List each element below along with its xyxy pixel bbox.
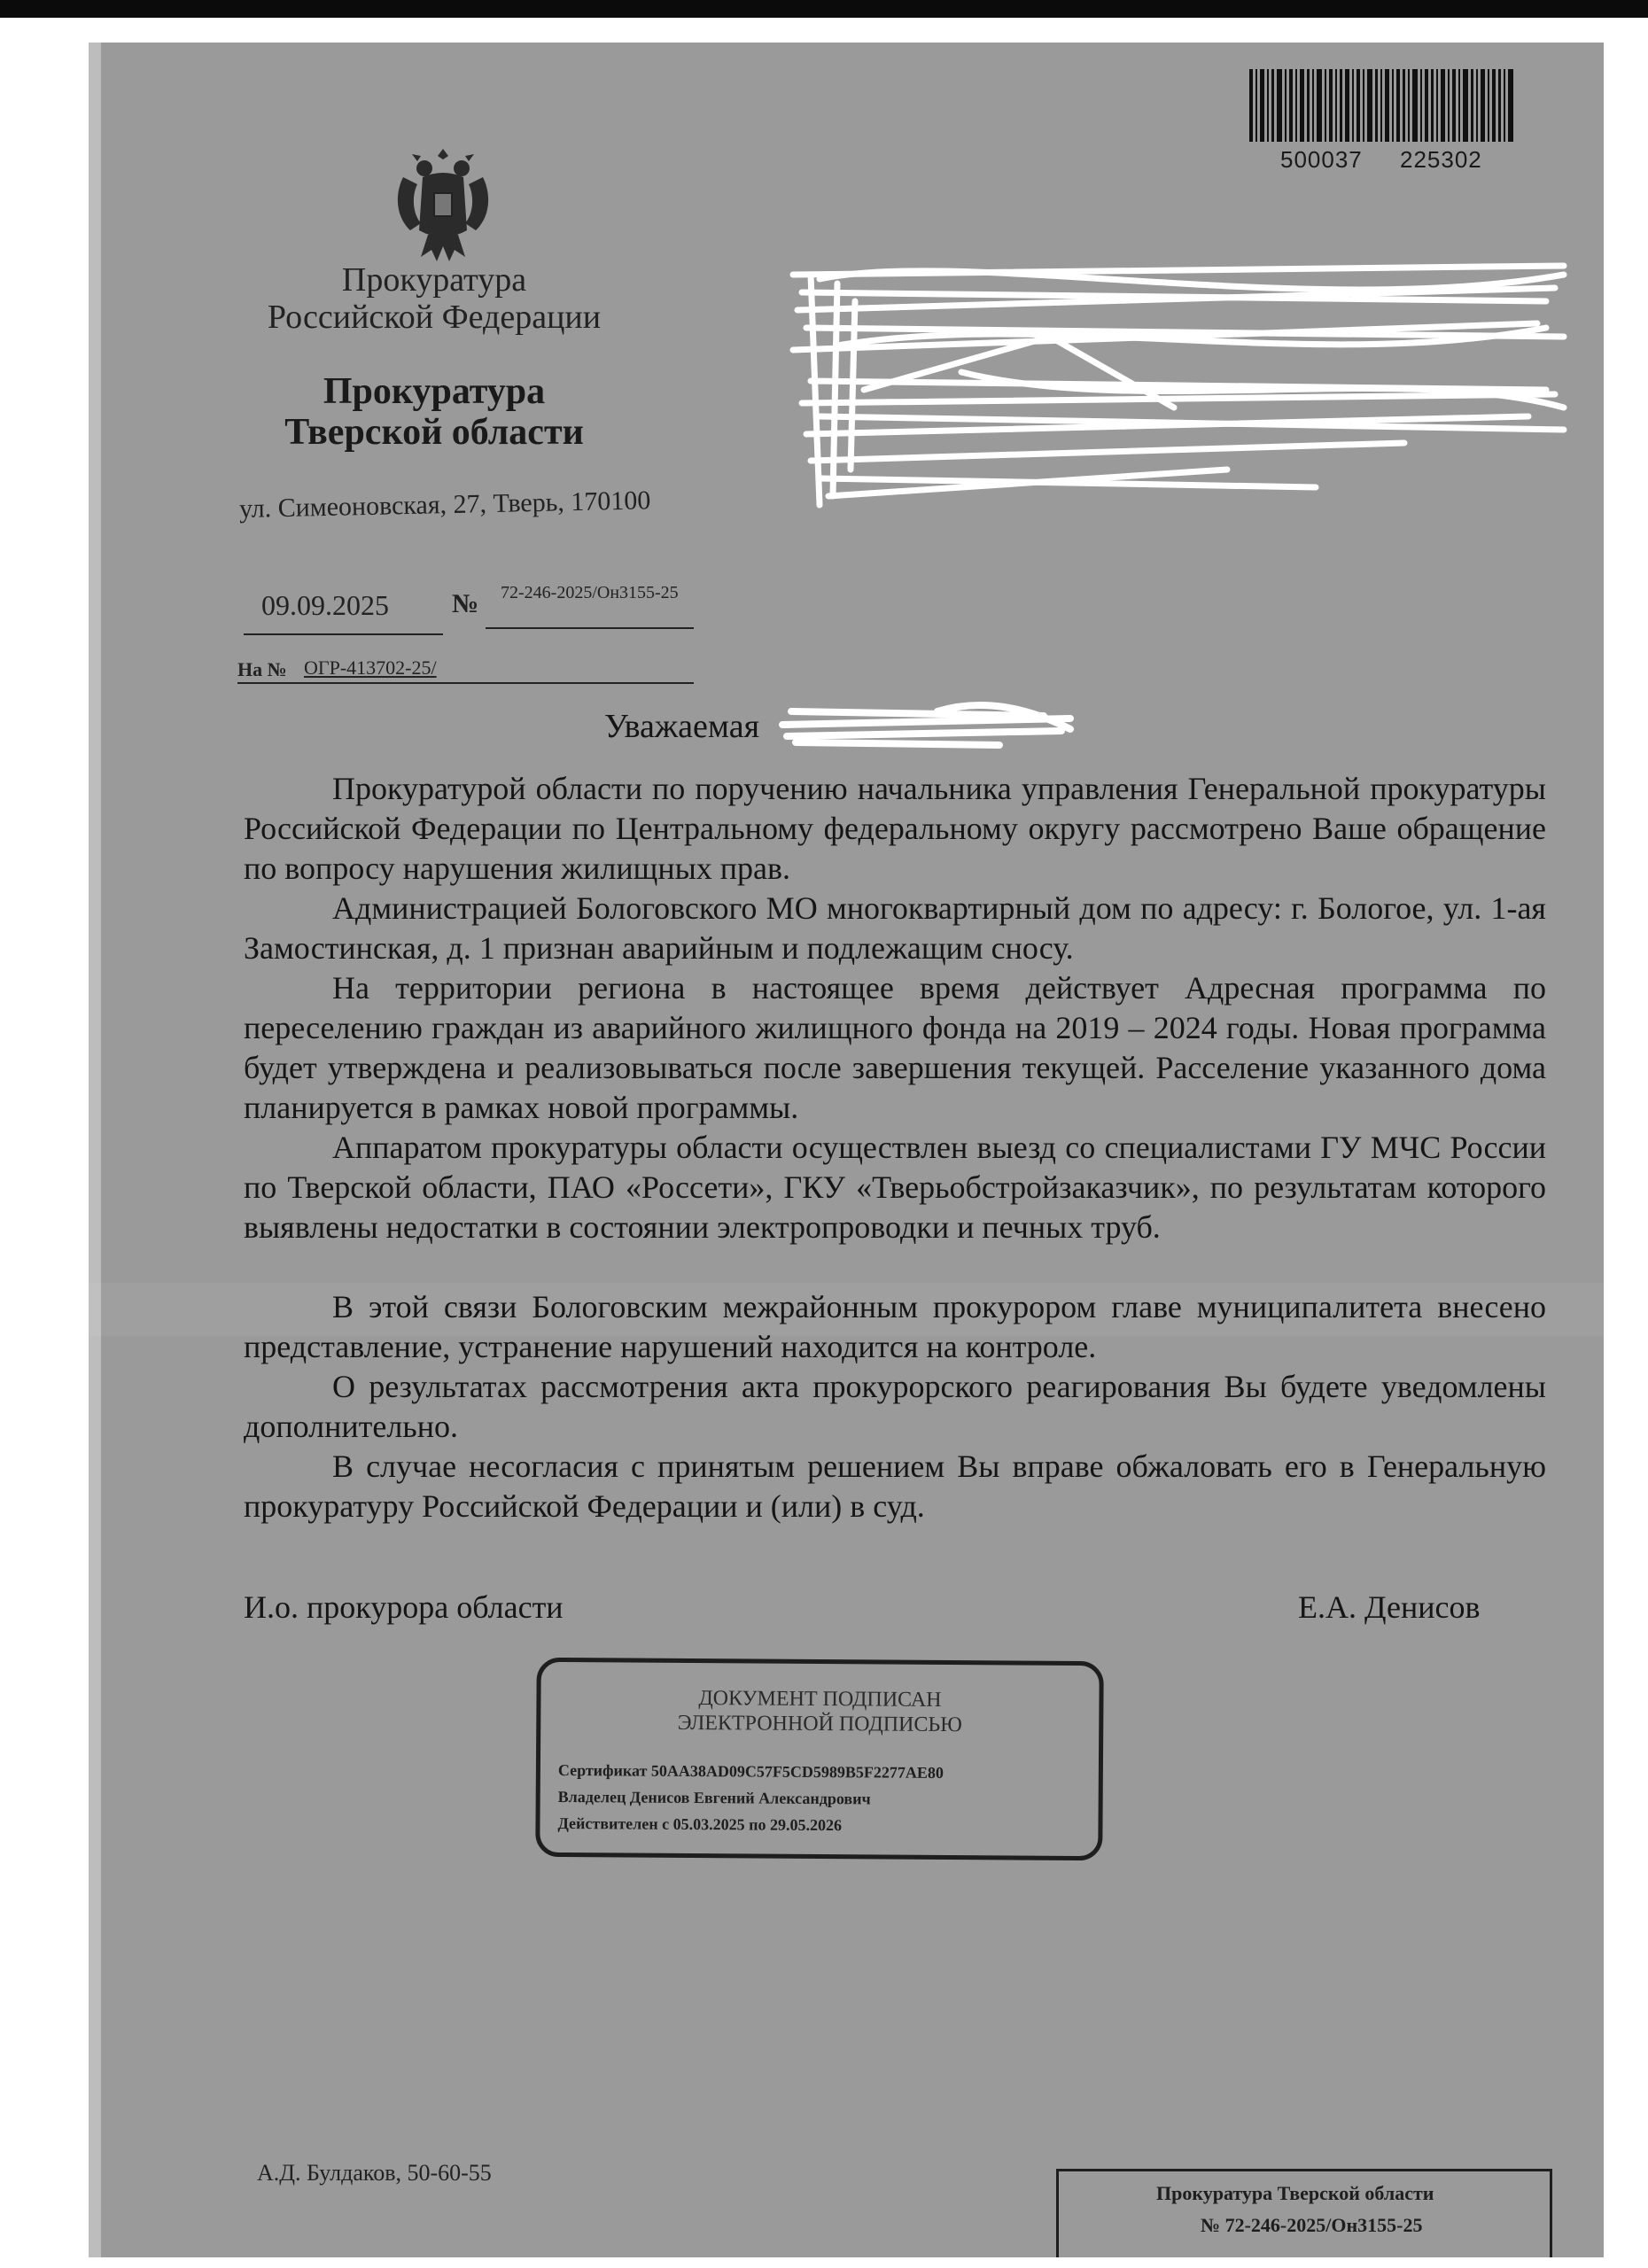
registration-org: Прокуратура Тверской области [1156, 2182, 1434, 2204]
stamp-validity: Действителен с 05.03.2025 по 29.05.2026 [557, 1814, 843, 1835]
org-line-1: Прокуратура [341, 261, 527, 299]
date-underline [244, 633, 443, 635]
recipient-redaction-scribble [784, 239, 1582, 523]
page-edge-highlight [89, 43, 101, 2257]
org-line-2: Российской Федерации [267, 299, 602, 336]
letter-paragraph: В этой связи Бологовским межрайонным прокурором главе муниципалитета внесено представление, устранение нарушений находится на контроле. [244, 1289, 1546, 1364]
registration-number: № 72-246-2025/Он3155-25 [1201, 2214, 1423, 2236]
double-headed-eagle-emblem [385, 142, 501, 275]
office-line-2: Тверской области [284, 412, 584, 453]
letter-paragraph: О результатах рассмотрения акта прокурорского реагирования Вы будете уведомлены дополнительно. [244, 1369, 1546, 1444]
recipient-name-redaction [778, 694, 1079, 756]
stamp-owner: Владелец Денисов Евгений Александрович [557, 1787, 871, 1808]
letter-date: 09.09.2025 [261, 589, 389, 621]
letter-paragraph: Администрацией Бологовского МО многоквартирный дом по адресу: г. Бологое, ул. 1-ая Замостинская, д. 1 признан аварийным и подлежащим сносу. [244, 890, 1546, 966]
reply-prefix: На № [237, 658, 287, 680]
reply-underline [237, 682, 694, 684]
stamp-title-line1: ДОКУМЕНТ ПОДПИСАН [698, 1687, 942, 1712]
letter-paragraph: В случае несогласия с принятым решением Вы вправе обжаловать его в Генеральную прокуратуру Российской Федерации и (или) в суд. [244, 1449, 1546, 1524]
signer-name: Е.А. Денисов [1298, 1589, 1481, 1625]
stamp-certificate: Сертификат 50AA38AD09C57F5CD5989B5F2277AE80 [557, 1760, 944, 1782]
stamp-title-line2: ЭЛЕКТРОННОЙ ПОДПИСЬЮ [677, 1711, 962, 1737]
executor-contact: А.Д. Булдаков, 50-60-55 [257, 2160, 492, 2186]
sender-address: ул. Симеоновская, 27, Тверь, 170100 [238, 485, 651, 524]
electronic-signature-stamp [535, 1658, 1104, 1860]
barcode-number-left: 500037 [1280, 146, 1363, 173]
letter-page [89, 43, 1604, 2257]
number-sign: № [452, 589, 479, 618]
scanner-top-border [0, 0, 1648, 18]
office-line-1: Прокуратура [323, 371, 546, 412]
stamp-title [540, 1685, 1099, 1738]
letter-number: 72-246-2025/Он3155-25 [501, 583, 679, 602]
signer-position: И.о. прокурора области [244, 1589, 564, 1625]
reply-number: ОГР-413702-25/ [304, 656, 437, 679]
number-underline [486, 627, 694, 629]
registration-stamp [1056, 2169, 1552, 2257]
barcode-number-right: 225302 [1400, 146, 1482, 173]
letter-paragraph: На территории региона в настоящее время действует Адресная программа по переселению граждан из аварийного жилищного фонда на 2019 – 2024 годы. Новая программа будет утверждена и реализовываться после завершения текущей. Расселение указанного дома планируется в рамках новой программы. [244, 970, 1546, 1125]
letter-paragraph: Прокуратурой области по поручению начальника управления Генеральной прокуратуры Российской Федерации по Центральному федеральному округу рассмотрено Ваше обращение по вопросу нарушения жилищных прав. [244, 771, 1546, 886]
letter-paragraph: Аппаратом прокуратуры области осуществлен выезд со специалистами ГУ МЧС России по Тверской области, ПАО «Россети», ГКУ «Тверьобстройзаказчик», по результатам которого выявлены недостатки в состоянии электропроводки и печных труб. [244, 1130, 1546, 1245]
salutation: Уважаемая [604, 708, 760, 745]
